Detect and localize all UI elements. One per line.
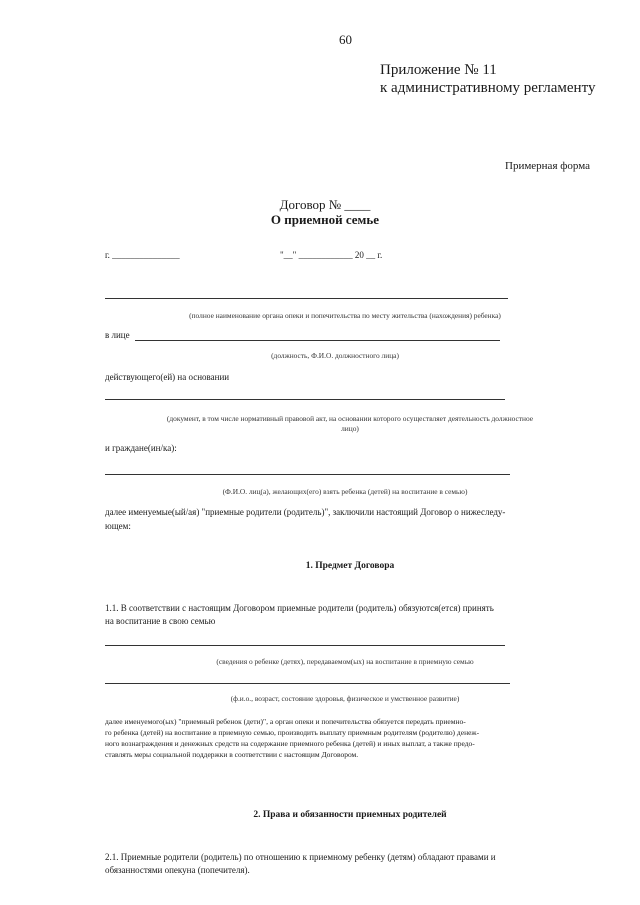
intro-line-1: далее именуемые(ый/ая) "приемные родители (родитель)", заключили настоящий Договор о нижеследу-	[105, 507, 506, 517]
citizens-label: и гражданe(ин/ка):	[105, 443, 177, 453]
child-details-caption: (ф.и.о., возраст, состояние здоровья, физическое и умственное развитие)	[230, 694, 460, 703]
section1-p2-line-2: го ребенка (детей) на воспитание в приемную семью, производить выплату приемным родителям (родителю) денеж-	[105, 728, 480, 737]
section1-p2-line-4: ставлять меры социальной поддержки в соответствии с настоящим Договором.	[105, 750, 359, 759]
document-caption-2: лицо)	[341, 424, 359, 433]
authority-line	[105, 298, 508, 299]
intro-paragraph	[105, 505, 595, 533]
acting-label: действующего(ей) на основании	[105, 372, 230, 382]
section2-paragraph-1	[105, 851, 595, 877]
child-info-line	[105, 645, 505, 646]
section1-paragraph-1	[105, 602, 595, 628]
in-person-label: в лице	[105, 330, 130, 340]
section1-p1-line-1: 1.1. В соответствии с настоящим Договором приемные родители (родитель) обязуются(ется) принять	[105, 603, 494, 613]
appendix-title: Приложение № 11	[380, 62, 497, 78]
section2-p1-line-1: 2.1. Приемные родители (родитель) по отношению к приемному ребенку (детям) обладают правами и	[105, 852, 496, 862]
document-caption-1: (документ, в том числе нормативный правовой акт, на основании которого осуществляет деятельность должностное	[166, 414, 534, 423]
parents-line	[105, 474, 510, 475]
section1-p1-line-2: на воспитание в свою семью	[105, 616, 216, 626]
contract-title: Договор № ____	[279, 197, 371, 212]
section1-heading: 1. Предмет Договора	[305, 561, 395, 571]
official-line	[135, 340, 500, 341]
child-details-line	[105, 683, 510, 684]
authority-caption: (полное наименование органа опеки и попечительства по месту жительства (нахождения) ребенка)	[189, 311, 501, 320]
official-caption: (должность, Ф.И.О. должностного лица)	[271, 351, 399, 360]
section1-p2-line-1: далее именуемого(ых) "приемный ребенок (дети)", а орган опеки и попечительства обязуется передать приемно-	[105, 717, 466, 726]
date-field: "__" ____________ 20 __ г.	[280, 250, 383, 260]
place-field: г. _______________	[105, 250, 180, 260]
section2-p1-line-2: обязанностями опекуна (попечителя).	[105, 865, 250, 875]
child-info-caption: (сведения о ребенке (детях), передаваемом(ых) на воспитание в приемную семью	[216, 657, 474, 666]
page-number: 60	[339, 32, 352, 47]
intro-line-2: ющем:	[105, 521, 131, 531]
document-line	[105, 399, 505, 400]
contract-subtitle: О приемной семье	[270, 212, 380, 227]
parents-caption: (Ф.И.О. лиц(а), желающих(его) взять ребенка (детей) на воспитание в семью)	[222, 487, 468, 496]
section1-paragraph-2	[105, 716, 595, 760]
section1-p2-line-3: ного вознаграждения и денежных средств на содержание приемного ребенка (детей) и иных выплат, а также предо-	[105, 739, 475, 748]
form-label: Примерная форма	[505, 160, 590, 172]
appendix-subtitle: к административному регламенту	[380, 80, 596, 96]
section2-heading: 2. Права и обязанности приемных родителей	[253, 810, 447, 820]
